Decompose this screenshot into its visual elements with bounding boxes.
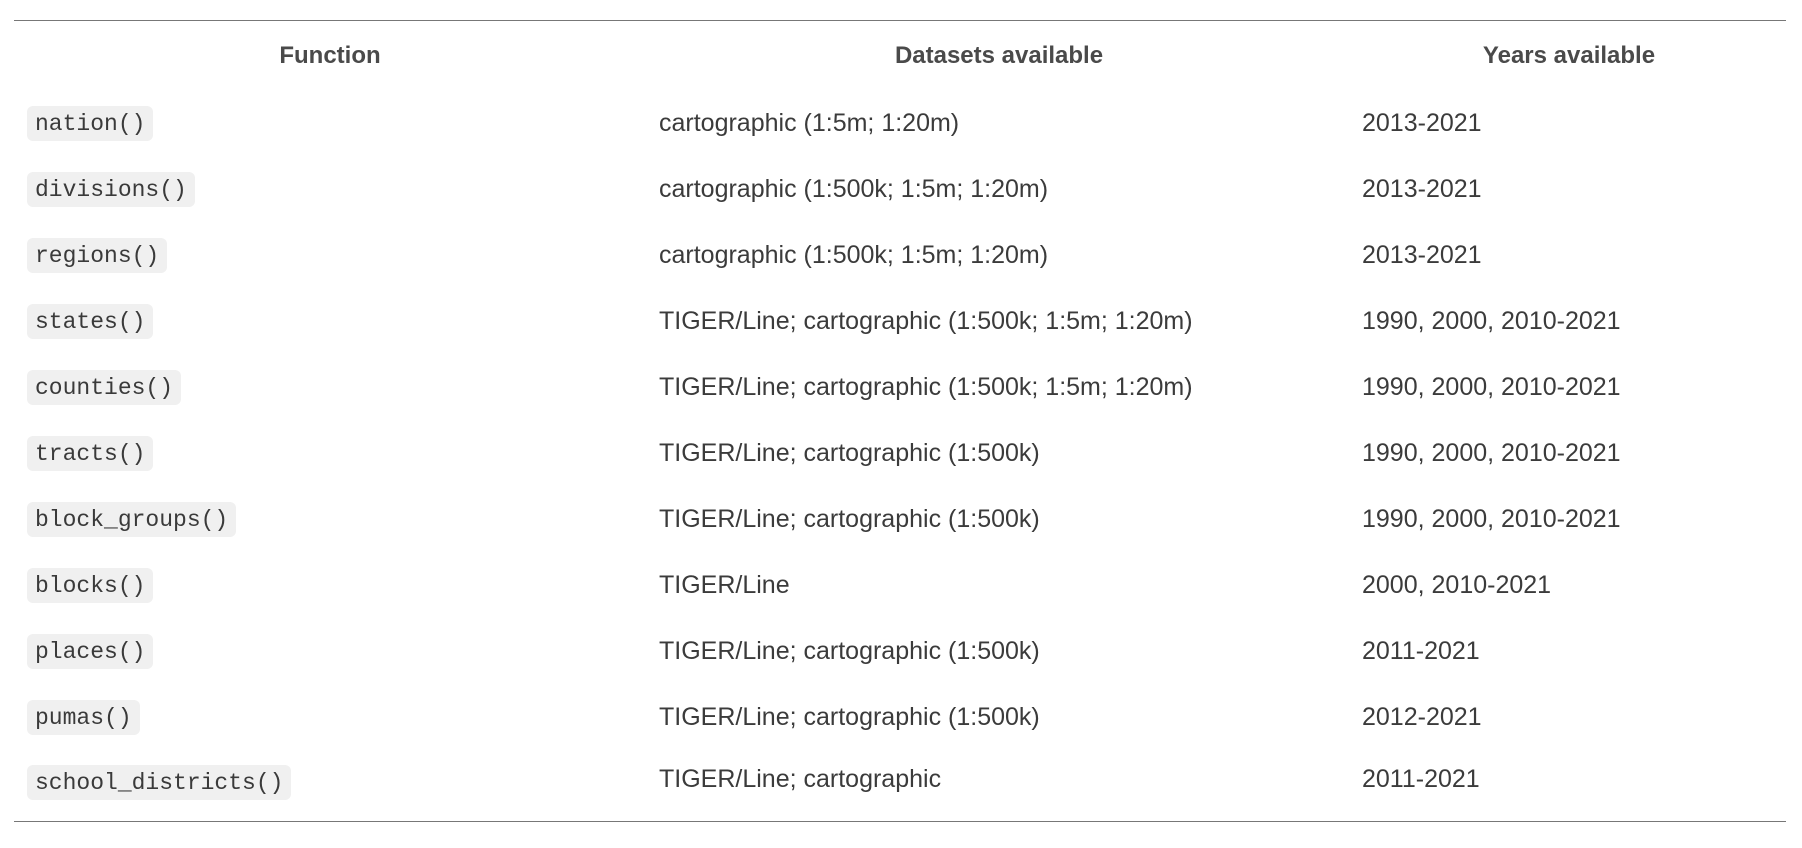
table-row <box>14 156 1786 222</box>
header-years-available: Years available <box>1482 41 1656 69</box>
function-code: regions() <box>27 238 167 273</box>
table-row <box>14 354 1786 420</box>
table-body <box>14 90 1786 821</box>
datasets-cell: TIGER/Line; cartographic (1:500k) <box>659 636 1040 665</box>
function-cell <box>14 156 646 222</box>
table-row <box>14 750 1786 821</box>
function-cell <box>14 90 646 156</box>
header-row <box>14 21 1786 91</box>
datasets-cell: TIGER/Line; cartographic (1:500k; 1:5m; 1:20m) <box>659 372 1193 401</box>
years-cell: 2000, 2010-2021 <box>1362 570 1552 599</box>
table-row <box>14 90 1786 156</box>
table-row <box>14 222 1786 288</box>
years-cell: 2012-2021 <box>1362 702 1482 731</box>
function-cell <box>14 750 646 821</box>
datasets-cell: TIGER/Line; cartographic (1:500k) <box>659 504 1040 533</box>
years-cell: 1990, 2000, 2010-2021 <box>1362 504 1621 533</box>
function-code: divisions() <box>27 172 195 207</box>
datasets-cell: TIGER/Line; cartographic (1:500k) <box>659 702 1040 731</box>
datasets-cell: TIGER/Line; cartographic (1:500k; 1:5m; 1:20m) <box>659 306 1193 335</box>
functions-table-container <box>14 20 1786 822</box>
table-row <box>14 618 1786 684</box>
function-cell <box>14 552 646 618</box>
function-cell <box>14 288 646 354</box>
function-code: blocks() <box>27 568 153 603</box>
function-cell <box>14 618 646 684</box>
years-cell: 2011-2021 <box>1362 765 1480 793</box>
table-row <box>14 288 1786 354</box>
functions-table <box>14 20 1786 822</box>
function-cell <box>14 684 646 750</box>
table-row <box>14 552 1786 618</box>
header-function: Function <box>279 41 381 69</box>
years-cell: 1990, 2000, 2010-2021 <box>1362 306 1621 335</box>
function-cell <box>14 222 646 288</box>
function-code: school_districts() <box>27 765 291 800</box>
function-code: tracts() <box>27 436 153 471</box>
function-cell <box>14 354 646 420</box>
function-code: pumas() <box>27 700 140 735</box>
table-row <box>14 486 1786 552</box>
function-code: states() <box>27 304 153 339</box>
years-cell: 2013-2021 <box>1362 108 1482 137</box>
function-code: places() <box>27 634 153 669</box>
function-cell <box>14 486 646 552</box>
datasets-cell: cartographic (1:500k; 1:5m; 1:20m) <box>659 240 1049 269</box>
function-code: counties() <box>27 370 181 405</box>
datasets-cell: TIGER/Line; cartographic (1:500k) <box>659 438 1040 467</box>
datasets-cell: TIGER/Line <box>659 570 790 599</box>
function-code: block_groups() <box>27 502 236 537</box>
function-code: nation() <box>27 106 153 141</box>
years-cell: 2011-2021 <box>1362 636 1480 665</box>
table-row <box>14 420 1786 486</box>
years-cell: 2013-2021 <box>1362 174 1482 203</box>
table-header <box>14 21 1786 91</box>
datasets-cell: TIGER/Line; cartographic <box>659 765 942 793</box>
years-cell: 1990, 2000, 2010-2021 <box>1362 438 1621 467</box>
years-cell: 2013-2021 <box>1362 240 1482 269</box>
years-cell: 1990, 2000, 2010-2021 <box>1362 372 1621 401</box>
header-datasets-available: Datasets available <box>894 41 1104 69</box>
table-row <box>14 684 1786 750</box>
function-cell <box>14 420 646 486</box>
datasets-cell: cartographic (1:5m; 1:20m) <box>659 108 960 137</box>
datasets-cell: cartographic (1:500k; 1:5m; 1:20m) <box>659 174 1049 203</box>
